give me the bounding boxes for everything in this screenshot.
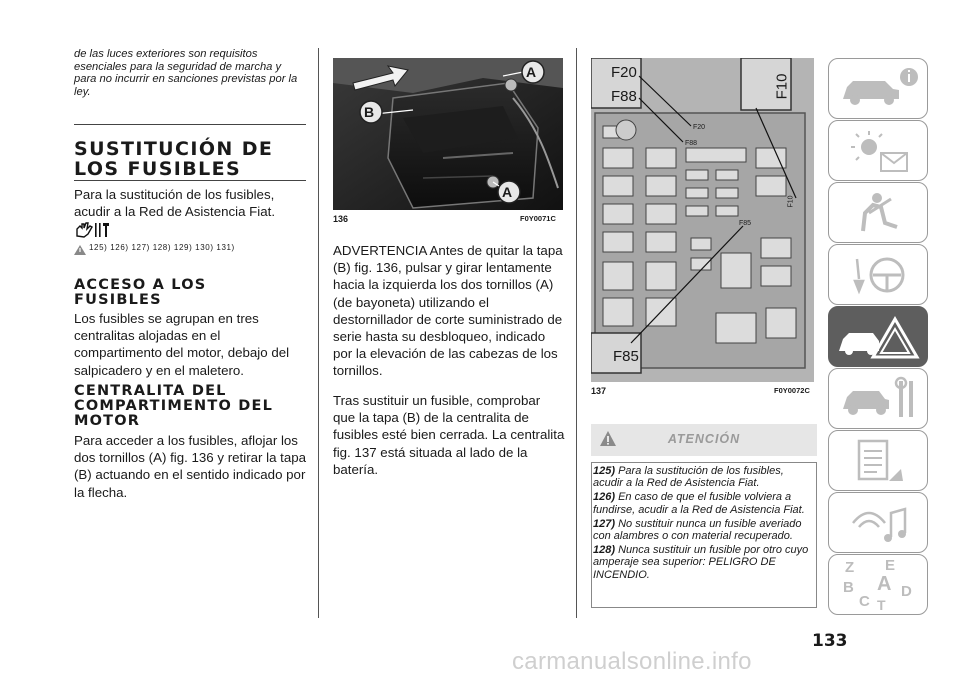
tab-airbag-seat[interactable] (828, 182, 928, 243)
car-info-icon (829, 59, 929, 120)
figure-137-number: 137 (591, 386, 607, 396)
tab-emergency[interactable] (828, 306, 928, 367)
warning-num: 128) (593, 544, 616, 557)
label-small-f85: F85 (739, 220, 752, 227)
label-f10: F10 (773, 73, 791, 100)
tools-hand-icon (74, 220, 114, 240)
heading-centralita-1: CENTRALITA DEL (74, 383, 227, 399)
index-letter: Z (845, 559, 855, 576)
divider (74, 124, 306, 125)
warning-text: Nunca sustituir un fusible por otro cuyo amperaje sea superior: PELIGRO DE INCENDIO. (593, 544, 809, 581)
warning-list (593, 465, 815, 581)
index-letter: E (885, 557, 896, 574)
warning-triangle-icon (74, 242, 86, 252)
label-a-bottom: A (502, 184, 513, 200)
maintenance-icon (829, 369, 929, 430)
warning-num: 127) (593, 517, 616, 530)
warning-item (593, 465, 815, 489)
steering-wheel-icon (829, 245, 929, 306)
paragraph-centralita: Para acceder a los fusibles, aflojar los dos tornillos (A) fig. 136 y retirar la tapa (B) actuando en el sentido indicado por la flecha. (74, 433, 307, 500)
multimedia-icon (829, 493, 929, 554)
tab-warning-lights[interactable] (828, 120, 928, 181)
warning-lights-icon (829, 121, 929, 182)
label-a-top: A (526, 64, 537, 80)
paragraph-comprobar: Tras sustituir un fusible, comprobar que la tapa (B) de la centralita de fusibles esté bien cerrada. La centralita fig. 137 está situada al lado de la batería. (333, 393, 565, 477)
index-letter: A (877, 573, 892, 595)
label-small-f88: F88 (685, 140, 698, 147)
figure-136-number: 136 (333, 214, 349, 224)
column-separator-2 (576, 48, 577, 618)
column-separator (318, 48, 319, 618)
index-letter: D (901, 583, 912, 600)
paragraph-advertencia: ADVERTENCIA Antes de quitar la tapa (B) fig. 136, pulsar y girar lentamente hacia la izquierda los dos tornillos (A) (de bayoneta) utilizando el destornillador de corte suministrado de serie hasta su desbloqueo, indicado por la elevación de las cabezas de los tornillos. (333, 243, 563, 379)
warning-text: En caso de que el fusible volviera a fundirse, acudir a la Red de Asistencia Fiat. (593, 491, 805, 516)
specs-icon (829, 431, 929, 492)
warning-item (593, 491, 815, 515)
index-letter: T (877, 597, 886, 613)
heading-sustitucion-1: SUSTITUCIÓN DE (74, 138, 274, 160)
heading-underline (74, 180, 306, 181)
warning-num: 125) (593, 465, 616, 477)
warning-text: No sustituir nunca un fusible averiado con alambres o con material recuperado. (593, 517, 802, 543)
figure-137-code: F0Y0072C (774, 386, 810, 395)
index-letter: B (843, 579, 854, 596)
heading-centralita-2: COMPARTIMENTO DEL (74, 398, 274, 414)
tab-maintenance[interactable] (828, 368, 928, 429)
watermark[interactable]: carmanualsonline.info (512, 648, 752, 675)
figure-137-fuse-box (591, 58, 814, 382)
label-small-f10: F10 (787, 195, 795, 208)
tab-steering[interactable] (828, 244, 928, 305)
label-b: B (364, 104, 375, 120)
warning-header (591, 424, 817, 456)
warning-item (593, 518, 815, 542)
tab-specs[interactable] (828, 430, 928, 491)
label-f88: F88 (611, 88, 637, 105)
warning-item (593, 544, 815, 581)
reference-notes: 125) 126) 127) 128) 129) 130) 131) (89, 243, 235, 252)
heading-acceso-1: ACCESO A LOS (74, 277, 207, 293)
warning-num: 126) (593, 491, 616, 504)
figure-136-photo (333, 58, 563, 210)
label-small-f20: F20 (693, 124, 706, 131)
paragraph-fuses-intro: Para la sustitución de los fusibles, acudir a la Red de Asistencia Fiat. (74, 187, 276, 220)
heading-acceso-2: FUSIBLES (74, 292, 162, 308)
label-f20: F20 (611, 64, 637, 81)
page-number: 133 (812, 631, 848, 651)
tab-index[interactable] (828, 554, 928, 615)
emergency-icon (829, 307, 929, 368)
index-letter: C (859, 593, 870, 610)
airbag-seat-icon (829, 183, 929, 244)
heading-sustitucion-2: LOS FUSIBLES (74, 158, 242, 180)
tab-multimedia[interactable] (828, 492, 928, 553)
tab-car-info[interactable] (828, 58, 928, 119)
figure-136-code: F0Y0071C (520, 214, 556, 223)
paragraph-acceso: Los fusibles se agrupan en tres centralitas alojadas en el compartimento del motor, debajo del salpicadero y en el maletero. (74, 311, 290, 378)
intro-text: de las luces exteriores son requisitos esenciales para la seguridad de marcha y para no incurrir en sanciones previstas por la ley. (74, 48, 298, 98)
warning-title: ATENCIÓN (667, 432, 741, 446)
heading-centralita-3: MOTOR (74, 413, 141, 429)
warning-text: Para la sustitución de los fusibles, acudir a la Red de Asistencia Fiat. (593, 465, 784, 490)
label-f85: F85 (613, 348, 639, 365)
